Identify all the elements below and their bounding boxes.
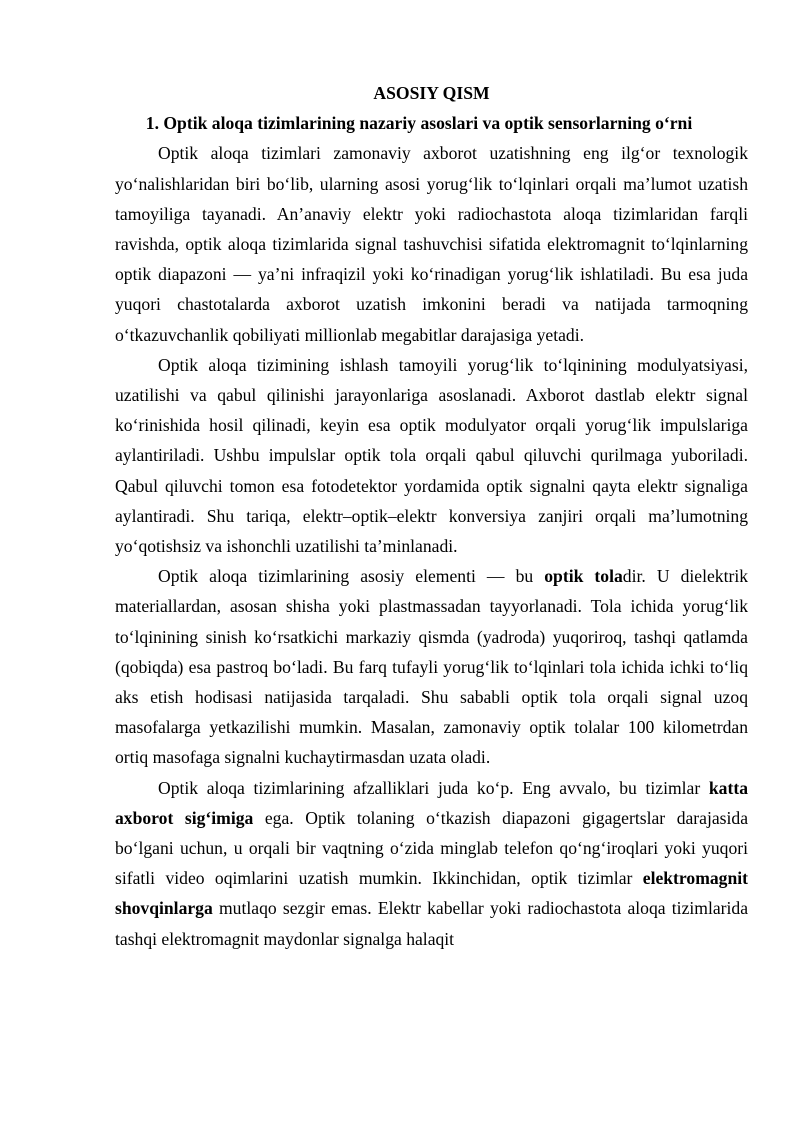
- paragraph-3-text-2: dir. U dielektrik materiallardan, asosan shisha yoki plastmassadan tayyorlanadi. Tola ichida yorug‘lik to‘lqinining sinish ko‘rsatkichi markaziy qismda (yadroda) yuqoriroq, tashqi qatlamda (qobiqda) esa pastroq bo‘ladi. Bu farq tufayli yorug‘lik to‘lqinlari tola ichida ichki to‘liq aks etish hodisasi natijasida tarqaladi. Shu sababli optik tola orqali signal uzoq masofalarga yetkazilishi mumkin. Masalan, zamonaviy optik tolalar 100 kilometrdan ortiq masofaga signalni kuchaytirmasdan uzata oladi.: [115, 566, 749, 768]
- subsection-heading: 1. Optik aloqa tizimlarining nazariy asoslari va optik sensorlarning o‘rni: [145, 113, 693, 134]
- paragraph-4-bold-2: elektromagnit shovqinlarga: [115, 868, 748, 919]
- paragraph-4-bold-1: katta axborot sig‘imiga: [115, 777, 748, 828]
- paragraph-2: Optik aloqa tizimining ishlash tamoyili yorug‘lik to‘lqinining modulyatsiyasi, uzatilishi va qabul qilinishi jarayonlariga asoslanadi. Axborot dastlab elektr signal ko‘rinishida hosil qilinadi, keyin esa optik modulyator orqali yorug‘lik impulslariga aylantiriladi. Ushbu impulslar optik tola orqali qabul qiluvchi qurilmaga yuboriladi. Qabul qiluvchi tomon esa fotodetektor yordamida optik signalni qayta elektr signaliga aylantiradi. Shu tariqa, elektr–optik–elektr konversiya zanjiri orqali ma’lumotning yo‘qotishsiz va ishonchli uzatilishi ta’minlanadi.: [115, 354, 748, 557]
- paragraph-4: [115, 773, 748, 954]
- paragraph-3-text-1: Optik aloqa tizimlarining asosiy elementi — bu: [158, 566, 545, 587]
- paragraph-4-text-1: Optik aloqa tizimlarining afzalliklari juda ko‘p. Eng avvalo, bu tizimlar: [158, 777, 709, 798]
- paragraph-4-text-2: ega. Optik tolaning o‘tkazish diapazoni gigagertslar darajasida bo‘lgani uchun, u orqali bir vaqtning o‘zida minglab telefon qo‘ng‘iroqlari yoki yuqori sifatli video oqimlarini uzatish mumkin. Ikkinchidan, optik tizimlar: [115, 807, 749, 889]
- paragraph-1: Optik aloqa tizimlari zamonaviy axborot uzatishning eng ilg‘or texnologik yo‘nalishlaridan biri bo‘lib, ularning asosi yorug‘lik to‘lqinlari orqali ma’lumot uzatish tamoyiliga tayanadi. An’anaviy elektr yoki radiochastota aloqa tizimlaridan farqli ravishda, optik aloqa tizimlarida signal tashuvchisi sifatida elektromagnit to‘lqinlarning optik diapazoni — ya’ni infraqizil yoki ko‘rinadigan yorug‘lik ishlatiladi. Bu esa juda yuqori chastotalarda axborot uzatish imkonini beradi va natijada tarmoqning o‘tkazuvchanlik qobiliyati millionlab megabitlar darajasiga yetadi.: [115, 143, 748, 345]
- paragraph-3-bold-1: optik tola: [544, 566, 623, 587]
- section-heading: ASOSIY QISM: [373, 83, 490, 103]
- paragraph-3: [115, 561, 748, 772]
- paragraph-4-text-3: mutlaqo sezgir emas. Elektr kabellar yoki radiochastota aloqa tizimlarida tashqi elektromagnit maydonlar signalga halaqit: [115, 898, 748, 949]
